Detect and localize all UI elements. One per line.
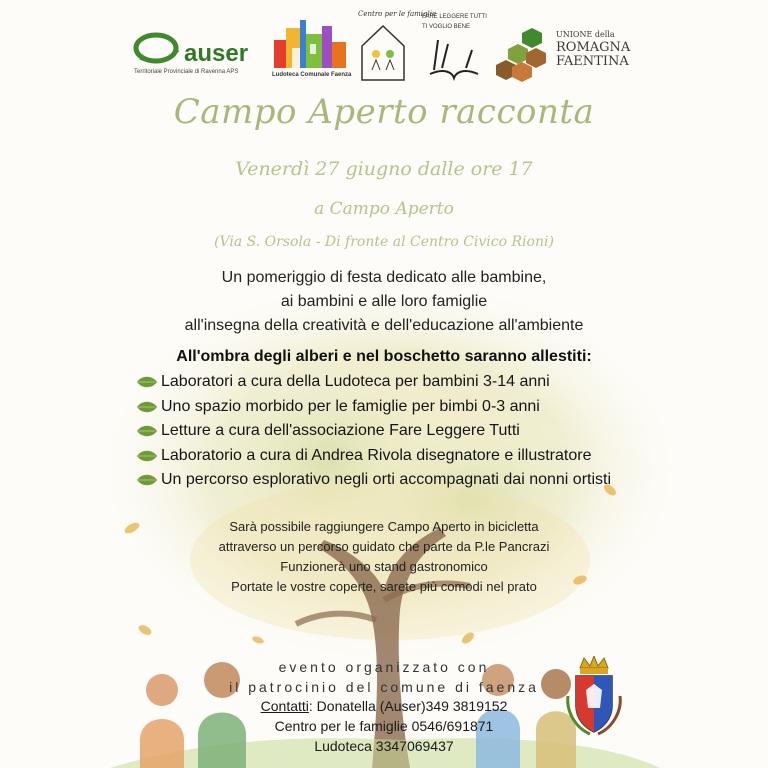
fare-leggere-tutti-logo	[422, 14, 492, 86]
list-item	[136, 370, 611, 395]
organized-line: il patrocinio del comune di faenza	[229, 679, 539, 695]
unione-line2: ROMAGNA	[556, 40, 631, 55]
contacts	[0, 696, 768, 756]
leaf-bullet-icon	[136, 449, 158, 463]
contacts-label: Contatti	[260, 698, 309, 714]
intro-line: ai bambini e alle loro famiglie	[280, 293, 488, 310]
info-line: Portate le vostre coperte, sarete più comodi nel prato	[231, 579, 537, 594]
castle-icon	[270, 18, 350, 70]
intro-text	[0, 266, 768, 338]
activities-heading: All'ombra degli alberi e nel boschetto saranno allestiti:	[176, 348, 592, 365]
contacts-line-1	[0, 696, 768, 716]
unione-line1: UNIONE della	[556, 30, 615, 39]
list-item-text: Laboratori a cura della Ludoteca per bambini 3-14 anni	[161, 373, 550, 391]
list-item	[136, 468, 611, 493]
organized-line: evento organizzato con	[278, 659, 490, 675]
activities-list	[136, 370, 611, 493]
hexagons-icon	[494, 26, 554, 82]
intro-line: Un pomeriggio di festa dedicato alle bambine,	[221, 269, 547, 286]
auser-swoosh-icon	[132, 30, 182, 66]
auser-subtitle: Territoriale Provinciale di Ravenna APS	[134, 69, 239, 75]
list-item	[136, 444, 611, 469]
organized-by	[0, 657, 768, 697]
event-title: Campo Aperto racconta	[173, 92, 595, 132]
event-date: Venerdì 27 giugno dalle ore 17	[235, 158, 533, 180]
open-book-icon	[424, 34, 484, 86]
contact-centro-famiglie: Centro per le famiglie 0546/691871	[274, 718, 494, 734]
contact-donatella: : Donatella (Auser)349 3819152	[308, 698, 508, 714]
list-item-text: Un percorso esplorativo negli orti accompagnati dai nonni ortisti	[161, 471, 612, 489]
ludoteca-logo	[270, 18, 350, 82]
auser-name: auser	[184, 40, 249, 67]
event-place: a Campo Aperto	[314, 199, 454, 219]
list-item	[136, 395, 611, 420]
leaf-bullet-icon	[136, 375, 158, 389]
unione-line3: FAENTINA	[556, 54, 629, 69]
contact-ludoteca: Ludoteca 3347069437	[314, 738, 454, 754]
unione-romagna-faentina-logo	[494, 26, 644, 82]
list-item-text: Laboratorio a cura di Andrea Rivola disegnatore e illustratore	[161, 446, 592, 464]
leaf-bullet-icon	[136, 424, 158, 438]
practical-info	[0, 517, 768, 597]
event-address: (Via S. Orsola - Di fronte al Centro Civico Rioni)	[214, 234, 554, 250]
ludoteca-label: Ludoteca Comunale Faenza	[272, 72, 352, 78]
family-house-icon	[356, 8, 410, 88]
centro-famiglie-logo	[356, 8, 437, 88]
list-item-text: Letture a cura dell'associazione Fare Leggere Tutti	[161, 422, 520, 440]
leaf-bullet-icon	[136, 473, 158, 487]
list-item	[136, 419, 611, 444]
leaf-bullet-icon	[136, 400, 158, 414]
centro-text: Centro per le famiglie	[358, 10, 437, 18]
auser-logo	[132, 30, 257, 78]
info-line: attraverso un percorso guidato che parte da P.le Pancrazi	[218, 539, 550, 554]
intro-line: all'insegna della creatività e dell'educazione all'ambiente	[184, 317, 584, 334]
info-line: Sarà possibile raggiungere Campo Aperto in bicicletta	[229, 519, 539, 534]
info-line: Funzionerà uno stand gastronomico	[280, 559, 488, 574]
list-item-text: Uno spazio morbido per le famiglie per bimbi 0-3 anni	[161, 397, 540, 415]
faenza-coat-of-arms-icon	[560, 656, 628, 738]
fare-line1: FARE LEGGERE TUTTI	[422, 14, 487, 20]
fare-line2: TI VOGLIO BENE	[422, 24, 471, 30]
